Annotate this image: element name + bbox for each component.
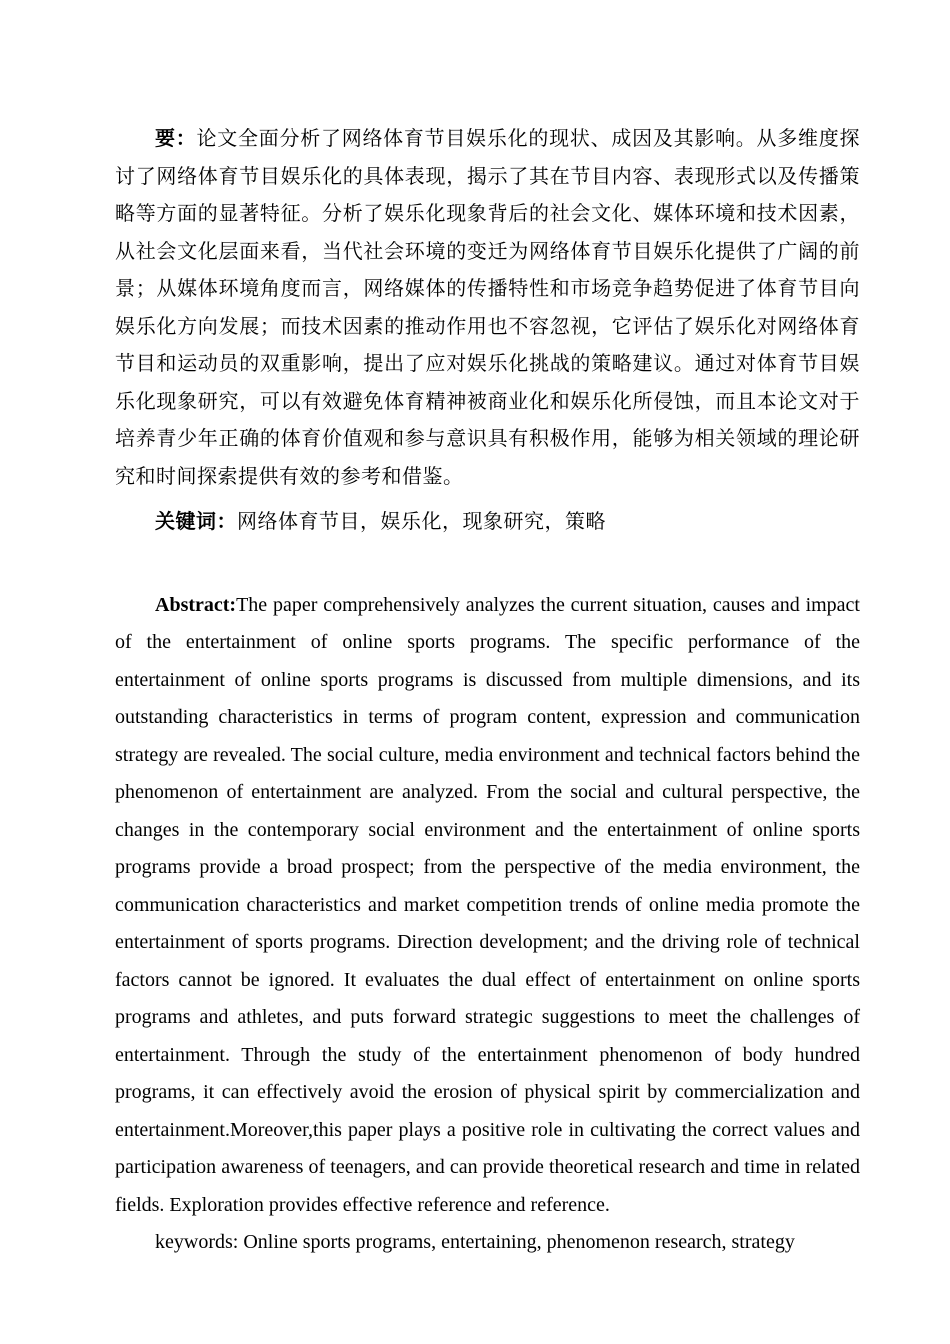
abstract-cn-body: 论文全面分析了网络体育节目娱乐化的现状、成因及其影响。从多维度探讨了网络体育节目娱乐化的具体表现，揭示了其在节目内容、表现形式以及传播策略等方面的显著特征。分析了娱乐化现象背后的社会文化、媒体环境和技术因素，从社会文化层面来看，当代社会环境的变迁为网络体育节目娱乐化提供了广阔的前景；从媒体环境角度而言，网络媒体的传播特性和市场竞争趋势促进了体育节目向娱乐化方向发展；而技术因素的推动作用也不容忽视，它评估了娱乐化对网络体育节目和运动员的双重影响，提出了应对娱乐化挑战的策略建议。通过对体育节目娱乐化现象研究，可以有效避免体育精神被商业化和娱乐化所侵蚀，而且本论文对于培养青少年正确的体育价值观和参与意识具有积极作用，能够为相关领域的理论研究和时间探索提供有效的参考和借鉴。 (115, 128, 861, 488)
keywords-cn-line (115, 504, 860, 542)
abstract-en-paragraph (115, 587, 860, 1225)
keywords-cn-label: 关键词： (155, 511, 237, 533)
abstract-cn-paragraph (115, 121, 860, 496)
abstract-en-body: The paper comprehensively analyzes the current situation, causes and impact of the entertainment of online sports programs. The specific performance of the entertainment of online sports programs is discussed from multiple dimensions, and its outstanding characteristics in terms of program content, expression and communication strategy are revealed. The social culture, media environment and technical factors behind the phenomenon of entertainment are analyzed. From the social and cultural perspective, the changes in the contemporary social environment and the entertainment of online sports programs provide a broad prospect; from the perspective of the media environment, the communication characteristics and market competition trends of online media promote the entertainment of sports programs. Direction development; and the driving role of technical factors cannot be ignored. It evaluates the dual effect of entertainment on online sports programs and athletes, and puts forward strategic suggestions to meet the challenges of entertainment. Through the study of the entertainment phenomenon of body hundred programs, it can effectively avoid the erosion of physical spirit by commercialization and entertainment.Moreover,this paper plays a positive role in cultivating the correct values and participation awareness of teenagers, and can provide theoretical research and time in related fields. Exploration provides effective reference and reference. (115, 593, 860, 1216)
keywords-cn-body: 网络体育节目，娱乐化，现象研究，策略 (237, 511, 606, 533)
abstract-cn-label: 要： (155, 128, 197, 150)
keywords-en-line: keywords: Online sports programs, entertaining, phenomenon research, strategy (155, 1231, 795, 1253)
abstract-en-label: Abstract: (155, 593, 237, 616)
